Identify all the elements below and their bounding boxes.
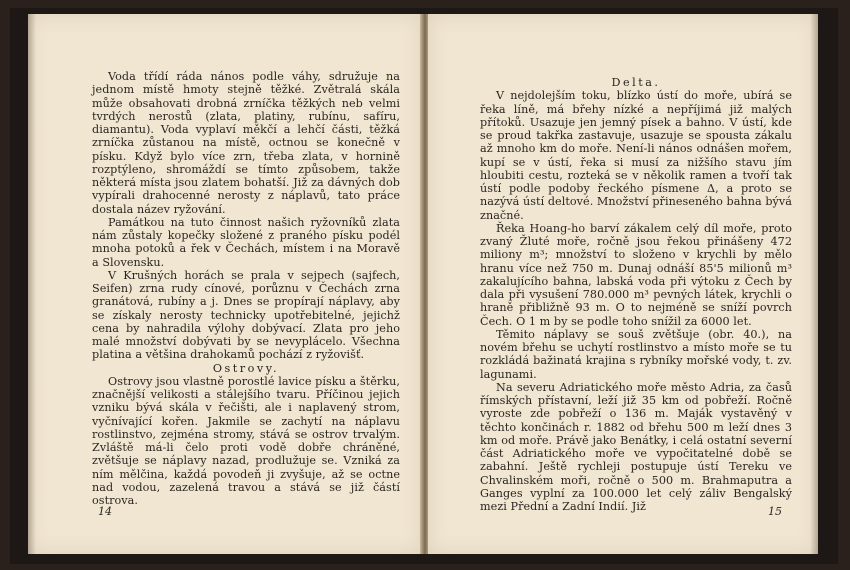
page-number: 15 <box>768 505 782 518</box>
paragraph: Na severu Adriatického moře město Adria, za časů římských přístavní, leží již 35 km od pobřeží. Ročně vyroste zde pobřeží o 136 m. Maják vystavěný v těchto končinách r. 1882 od břehu 500 m leží dnes 3 km od moře. Právě jako Benátky, i celá ostatní severní část Adriatického moře ve vypočitatelné době se zabahní. Ještě rychleji postupuje ústí Tereku ve Chvalinském moři, ročně o 500 m. Brahmaputra a Ganges vyplní za 100.000 let celý záliv Bengalský mezi Přední a Zadní Indií. Již <box>480 380 792 513</box>
paragraph: Ostrovy jsou vlastně porostlé lavice písku a štěrku, značnější velikosti a stálejšího tvaru. Příčinou jejich vzniku bývá skála v řečišti, ale i naplavený strom, vyčnívající kořen. Jakmile se zachytí na náplavu rostlinstvo, zejména stromy, stává se ostrov trvalým. Zvláště má-li čelo proti vodě dobře chráněné, zvětšuje se náplavy nazad, prodlužuje se. Vzniká za ním mělčina, každá povodeň ji zvyšuje, až se octne nad vodou, zazelená travou a stává se již částí ostrova. <box>92 374 400 507</box>
paragraph: Těmito náplavy se souš zvětšuje (obr. 40.), na novém břehu se uchytí rostlinstvo a místo moře se tu rozkládá bažinatá krajina s rybníky mořské vody, t. zv. lagunami. <box>480 327 792 381</box>
section-heading: Ostrovy. <box>212 361 280 375</box>
page-edge-shadow <box>810 14 818 554</box>
paragraph: Památkou na tuto činnost našich ryžovníků zlata nám zůstaly kopečky složené z praného písku podél mnoha potoků a řek v Čechách, místem i na Moravě a Slovensku. <box>92 215 400 269</box>
left-text-column <box>92 70 400 507</box>
page-edge-shadow <box>28 14 36 554</box>
book-spread <box>10 8 838 564</box>
paragraph: V Krušných horách se prala v sejpech (sajfech, Seifen) zrna rudy cínové, porůznu v Čechách zrna granátová, rubíny a j. Dnes se propírají náplavy, aby se získaly nerosty technicky upotřebitelné, jejichž cena by nahradila výlohy dobývací. Zlata pro jeho malé množství dobývati by se nevyplácelo. Všechna platina a většina drahokamů pochází z ryžovišť. <box>92 268 400 362</box>
left-page <box>28 14 423 554</box>
right-text-column <box>480 76 792 513</box>
paragraph: V nejdolejším toku, blízko ústí do moře, ubírá se řeka líně, má břehy nízké a nepříjimá již malých přítoků. Usazuje jen jemný písek a bahno. V ústí, kde se proud takřka zastavuje, usazuje se spousta zákalu až mnoho km do moře. Není-li nános odnášen mořem, kupí se v ústí, řeka si musí za nižšího stavu jím hloubiti cestu, rozteká se v několik ramen a tvoří tak ústí podle podoby řeckého písmene Δ, a proto se nazývá ústí deltové. Množství přineseného bahna bývá značné. <box>480 89 792 222</box>
right-page <box>428 14 818 554</box>
page-number: 14 <box>98 505 112 518</box>
paragraph: Řeka Hoang-ho barví zákalem celý díl moře, proto zvaný Žluté moře, ročně jsou řekou přinášeny 472 miliony m³; množství to složeno v krychli by mělo hranu více než 750 m. Dunaj odnáší 85'5 milionů m³ zakalujícího bahna, labská voda při výtoku z Čech by dala při vysušení 780.000 m³ pevných látek, krychli o hraně přibližně 93 m. O to nejméně se sníží povrch Čech. O 1 m by se podle toho snížil za 6000 let. <box>480 221 792 328</box>
paragraph: Voda třídí ráda nános podle váhy, sdružuje na jednom místě hmoty stejně těžké. Zvětralá skála může obsahovati drobná zrníčka těžkých neb velmi tvrdých nerostů (zlata, platiny, rubínu, safíru, diamantu). Voda vyplaví měkčí a lehčí části, těžká zrníčka zůstanou na místě, octnou se konečně v písku. Když bylo více zrn, třeba zlata, v hornině rozptýleno, shromáždí se tímto způsobem, takže některá místa jsou zlatem bohatší. Již za dávných dob vypírali drahocenné nerosty z náplavů, tato práce dostala název ryžování. <box>92 70 400 216</box>
section-heading: Delta. <box>611 76 661 89</box>
